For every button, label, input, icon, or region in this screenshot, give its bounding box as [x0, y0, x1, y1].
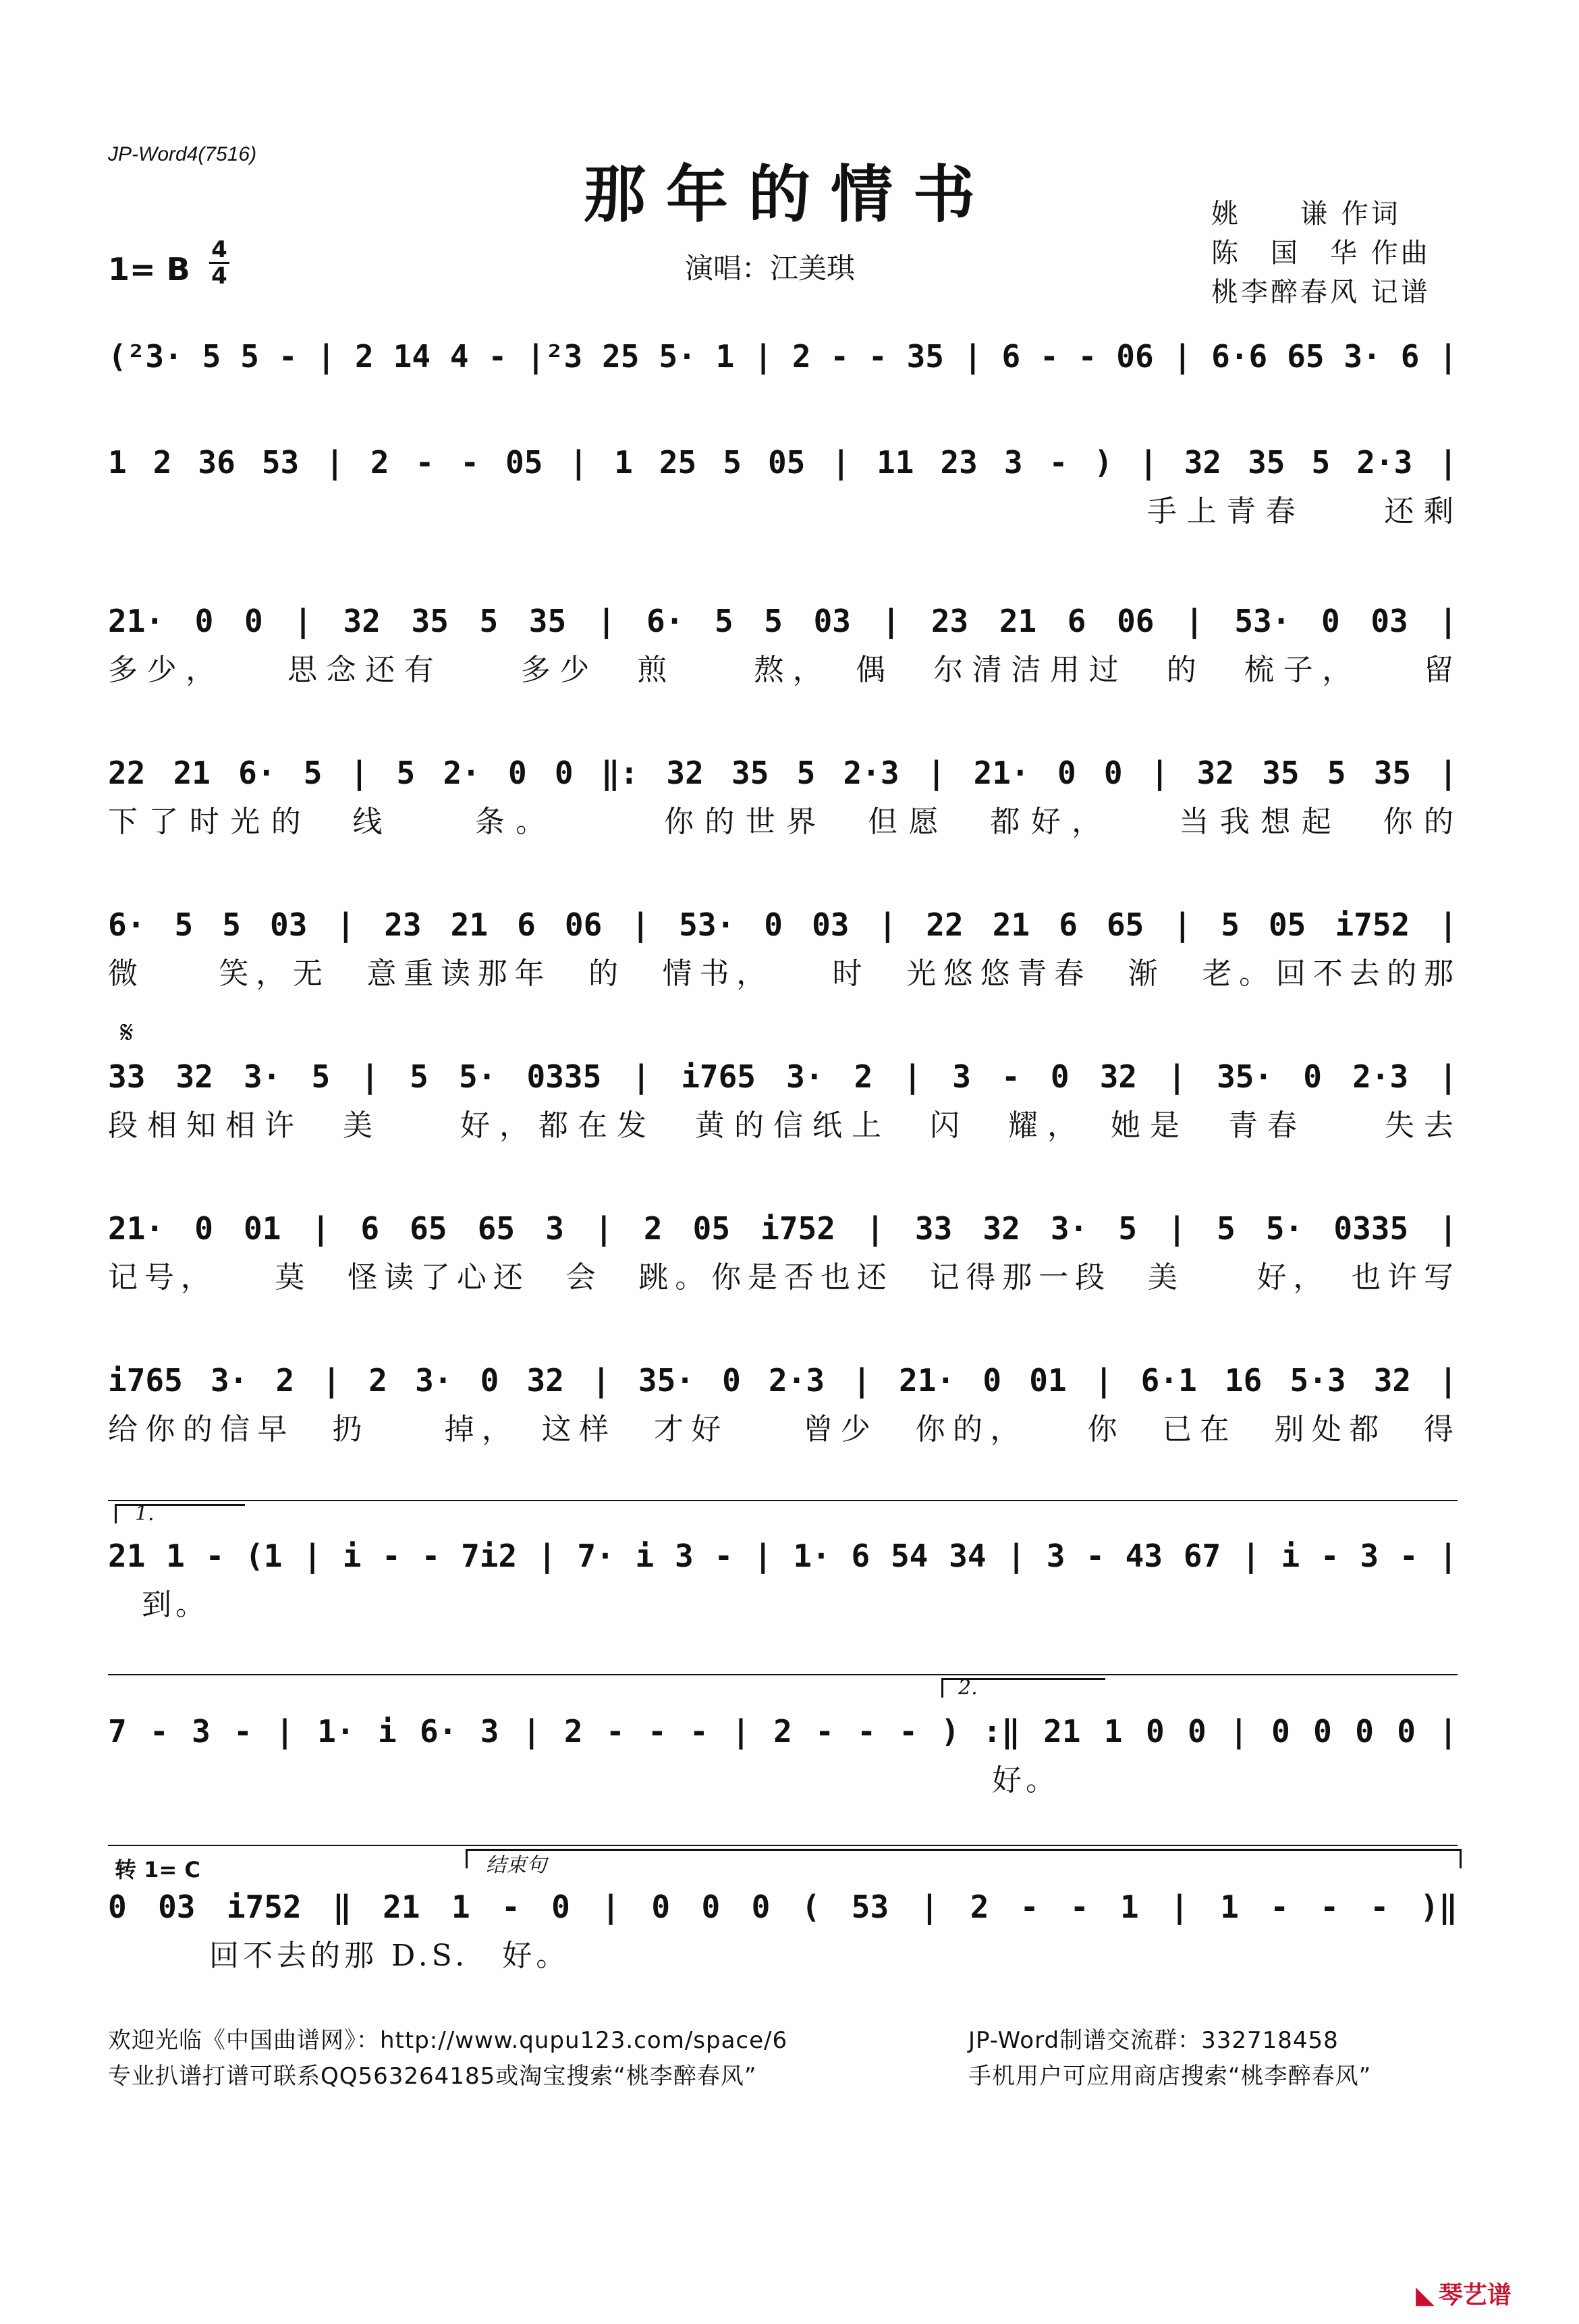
notation-line: 22 21 6· 5 | 5 2· 0 0 ‖: 32 35 5 2·3 | 21· 0 0 | 32 35 5 35 |: [108, 755, 1458, 791]
key-signature: 1= B: [108, 251, 190, 288]
song-title: 那年的情书: [583, 158, 995, 231]
lyric-line: 多少， 思念还有 多少 煎 熬， 偶 尔清洁用过 的 梳子， 留: [108, 653, 1458, 687]
software-label: JP-Word4(7516): [108, 143, 257, 165]
ending-rule: [108, 1674, 1458, 1675]
time-signature-top: 4: [211, 236, 227, 263]
lyric-line: 下了时光的 线 条。 你的世界 但愿 都好， 当我想起 你的: [108, 805, 1458, 839]
watermark-text: 琴艺谱: [1438, 2281, 1512, 2309]
notation-line: 21· 0 0 | 32 35 5 35 | 6· 5 5 03 | 23 21 6 06 | 53· 0 03 |: [108, 603, 1458, 639]
first-ending-bracket: [115, 1504, 245, 1523]
footer-app: 手机用户可应用商店搜索“桃李醉春风”: [968, 2063, 1372, 2090]
notation-line: 21 1 - (1 | i - - 7i2 | 7· i 3 - | 1· 6 54 34 | 3 - 43 67 | i - 3 - |: [108, 1538, 1458, 1574]
ending-rule: [108, 1845, 1458, 1846]
notation-line: 33 32 3· 5 | 5 5· 0335 | i765 3· 2 | 3 - 0 32 | 35· 0 2·3 |: [108, 1058, 1458, 1095]
composer-credit: 陈 国 华 作曲: [1211, 238, 1431, 269]
footer-website: 欢迎光临《中国曲谱网》：http://www.qupu123.com/space/6: [108, 2027, 788, 2054]
ending-rule: [108, 1500, 1458, 1501]
first-ending-label: 1.: [135, 1502, 155, 1525]
lyric-line: 给你的信早 扔 掉， 这样 才好 曾少 你的， 你 已在 别处都 得: [108, 1412, 1458, 1447]
notation-line: 0 03 i752 ‖ 21 1 - 0 | 0 0 0 ( 53 | 2 - - 1 | 1 - - - )‖: [108, 1889, 1458, 1925]
notation-line: 21· 0 01 | 6 65 65 3 | 2 05 i752 | 33 32 3· 5 | 5 5· 0335 |: [108, 1210, 1458, 1247]
singer-label: 演唱：江美琪: [685, 252, 856, 285]
lyric-line: 好。: [992, 1763, 1059, 1798]
lyric-line: 微 笑，无 意重读那年 的 情书， 时 光悠悠青春 渐 老。回不去的那: [108, 956, 1458, 991]
time-signature-bottom: 4: [211, 263, 227, 290]
notation-line: i765 3· 2 | 2 3· 0 32 | 35· 0 2·3 | 21· 0 01 | 6·1 16 5·3 32 |: [108, 1362, 1458, 1399]
footer-contact: 专业扒谱打谱可联系QQ563264185或淘宝搜索“桃李醉春风”: [108, 2063, 757, 2090]
coda-label: 结束句: [486, 1854, 547, 1877]
lyric-line: 记号， 莫 怪读了心还 会 跳。你是否也还 记得那一段 美 好， 也许写: [108, 1260, 1458, 1295]
notation-line: 6· 5 5 03 | 23 21 6 06 | 53· 0 03 | 22 21 6 65 | 5 05 i752 |: [108, 907, 1458, 943]
watermark-logo: [1416, 2276, 1512, 2311]
notation-line: 7 - 3 - | 1· i 6· 3 | 2 - - - | 2 - - - ) :‖ 21 1 0 0 | 0 0 0 0 |: [108, 1713, 1458, 1750]
second-ending-label: 2.: [958, 1676, 978, 1700]
lyricist-credit: 姚 谦 作词: [1211, 198, 1401, 229]
lyric-line: 段相知相许 美 好，都在发 黄的信纸上 闪 耀， 她是 青春 失去: [108, 1108, 1458, 1143]
logo-icon: ◣: [1416, 2281, 1435, 2309]
notation-line: 1 2 36 53 | 2 - - 05 | 1 25 5 05 | 11 23 3 - ) | 32 35 5 2·3 |: [108, 444, 1458, 481]
modulation-label: 转 1= C: [115, 1857, 200, 1883]
segno-sign: 𝄋: [120, 1014, 134, 1050]
lyric-line: 手上青春 还剩: [1147, 494, 1458, 529]
lyric-line: 到。: [142, 1588, 209, 1622]
coda-bracket: [466, 1849, 1462, 1868]
lyric-line: 回不去的那 D.S. 好。: [209, 1939, 570, 1973]
footer-group: JP-Word制谱交流群：332718458: [968, 2027, 1339, 2054]
notation-line: (²3· 5 5 - | 2 14 4 - |²3 25 5· 1 | 2 - - 35 | 6 - - 06 | 6·6 65 3· 6 |: [108, 338, 1458, 375]
transcriber-credit: 桃李醉春风 记谱: [1211, 277, 1431, 308]
credits: [1211, 194, 1431, 312]
time-signature: [209, 238, 229, 288]
